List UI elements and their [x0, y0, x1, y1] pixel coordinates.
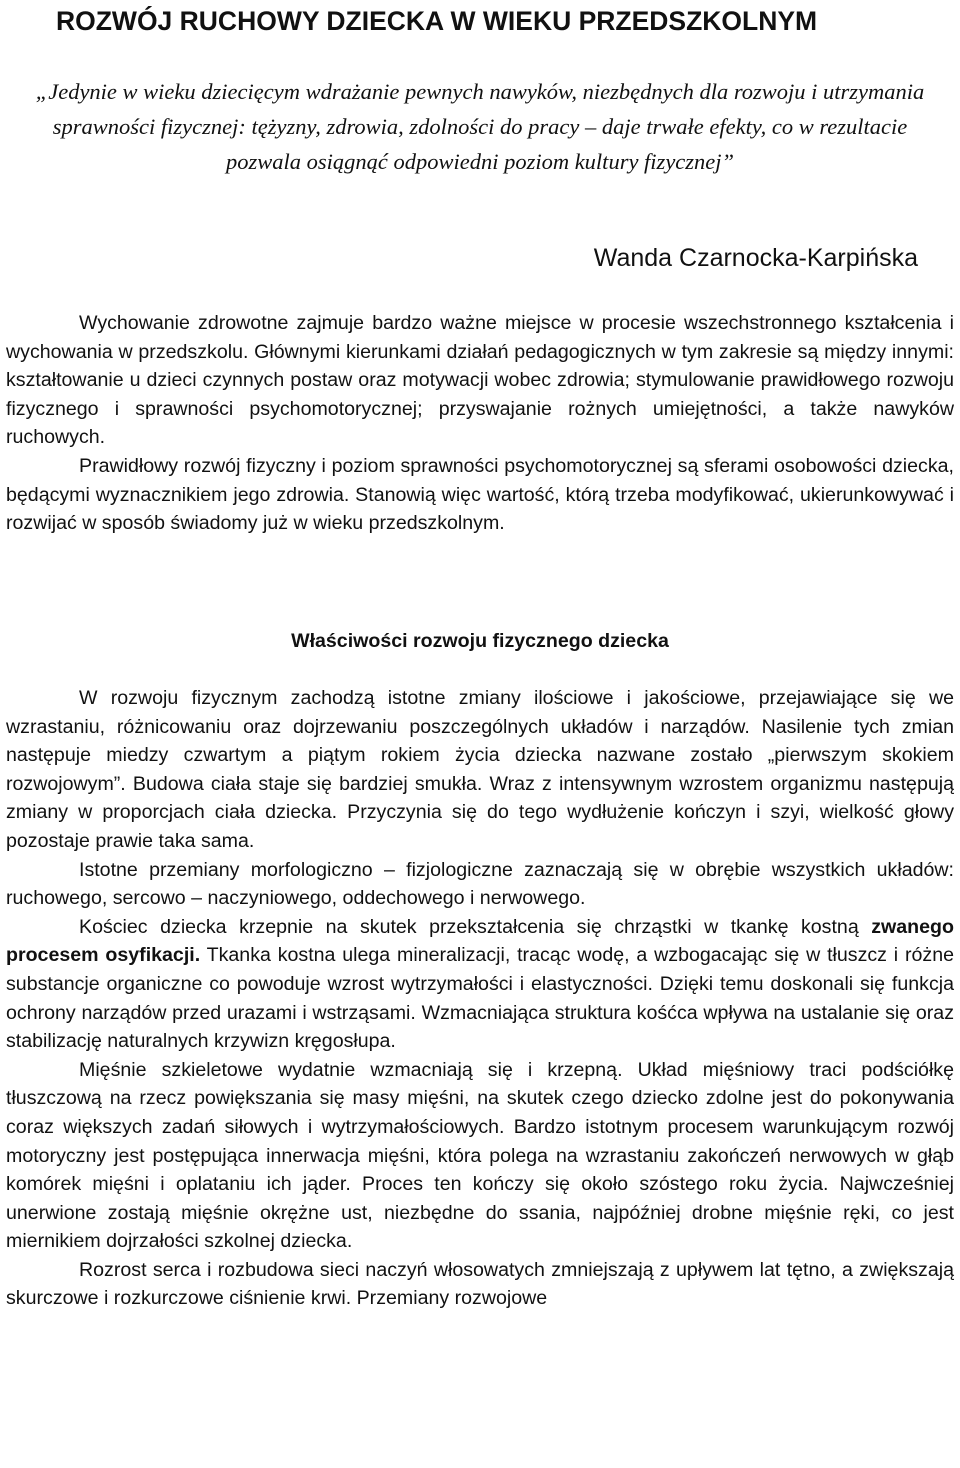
body-text: Tkanka kostna ulega mineralizacji, tracąc wodę, a wzbogacając się w tłuszcz i różne substancje organiczne co powoduje wzrost wytrzymałości i elastyczności. Dzięki temu doskonali się funkcja ochrony narządów przed urazami i wstrząsami. Wzmacniająca struktura kośćca wpływa na ustalanie się oraz stabilizację naturalnych krzywizn kręgosłupa.: [6, 944, 954, 1053]
bold-term: zwanego procesem osyfikacji.: [6, 915, 954, 967]
epigraph-quote: „Jedynie w wieku dziecięcym wdrażanie pewnych nawyków, niezbędnych dla rozwoju i utrzymania sprawności fizycznej: tężyzny, zdrowia, zdolności do pracy – daje trwałe efekty, co w rezultacie pozwala osiągnąć odpowiedni poziom kultury fizycznej”: [35, 79, 925, 174]
body-paragraph: Mięśnie szkieletowe wydatnie wzmacniają się i krzepną. Układ mięśniowy traci podściółkę tłuszczową na rzecz powiększania się masy mięśni, na skutek czego dziecko zdolne jest do pokonywania coraz większych zadań siłowych i wytrzymałościowych. Bardzo istotnym procesem warunkującym rozwój motoryczny jest postępująca innerwacja mięśni, która polega na wzrastaniu zakończeń nerwowych w głąb komórek mięśni i oplataniu ich jąder. Proces ten kończy się około szóstego roku życia. Najwcześniej unerwione zostają mięśnie okrężne ust, niezbędne do ssania, najpóźniej drobne mięśnie ręki, co jest miernikiem dojrzałości szkolnej dziecka.: [6, 1058, 954, 1253]
intro-paragraph: Prawidłowy rozwój fizyczny i poziom sprawności psychomotorycznej są sferami osobowości dziecka, będącymi wyznacznikiem jego zdrowia. Stanowią więc wartość, którą trzeba modyfikować, ukierunkowywać i rozwijać w sposób świadomy już w wieku przedszkolnym.: [6, 454, 954, 535]
section-heading: Właściwości rozwoju fizycznego dziecka: [291, 630, 669, 652]
quote-author: Wanda Czarnocka-Karpińska: [593, 244, 918, 272]
body-paragraph: W rozwoju fizycznym zachodzą istotne zmiany ilościowe i jakościowe, przejawiające się we wzrastaniu, różnicowaniu oraz dojrzewaniu poszczególnych układów i narządów. Nasilenie tych zmian następuje miedzy czwartym a piątym rokiem życia dziecka nazwane zostało „pierwszym skokiem rozwojowym”. Budowa ciała staje się bardziej smukła. Wraz z intensywnym wzrostem organizmu następują zmiany w proporcjach ciała dziecka. Przyczynia się do tego wydłużenie kończyn i szyi, wielkość głowy pozostaje prawie taka sama.: [6, 687, 954, 852]
body-paragraph: Rozrost serca i rozbudowa sieci naczyń włosowatych zmniejszają z upływem lat tętno, a zwiększają skurczowe i rozkurczowe ciśnienie krwi. Przemiany rozwojowe: [6, 1258, 954, 1310]
body-text: Kościec dziecka krzepnie na skutek przekształcenia się chrząstki w tkankę kostną: [79, 915, 872, 938]
intro-section: [6, 309, 954, 538]
section-body: [6, 684, 954, 1313]
intro-paragraph: Wychowanie zdrowotne zajmuje bardzo ważne miejsce w procesie wszechstronnego kształcenia i wychowania w przedszkolu. Głównymi kierunkami działań pedagogicznych w tym zakresie są między innymi: kształtowanie u dzieci czynnych postaw oraz motywacji wobec zdrowia; stymulowanie prawidłowego rozwoju fizycznego i sprawności psychomotorycznej; przyswajanie rożnych umiejętności, a także nawyków ruchowych.: [6, 312, 954, 449]
document-title: ROZWÓJ RUCHOWY DZIECKA W WIEKU PRZEDSZKOLNYM: [56, 6, 818, 36]
body-paragraph: [6, 913, 954, 1056]
body-paragraph: Istotne przemiany morfologiczno – fizjologiczne zaznaczają się w obrębie wszystkich układów: ruchowego, sercowo – naczyniowego, oddechowego i nerwowego.: [6, 858, 954, 910]
